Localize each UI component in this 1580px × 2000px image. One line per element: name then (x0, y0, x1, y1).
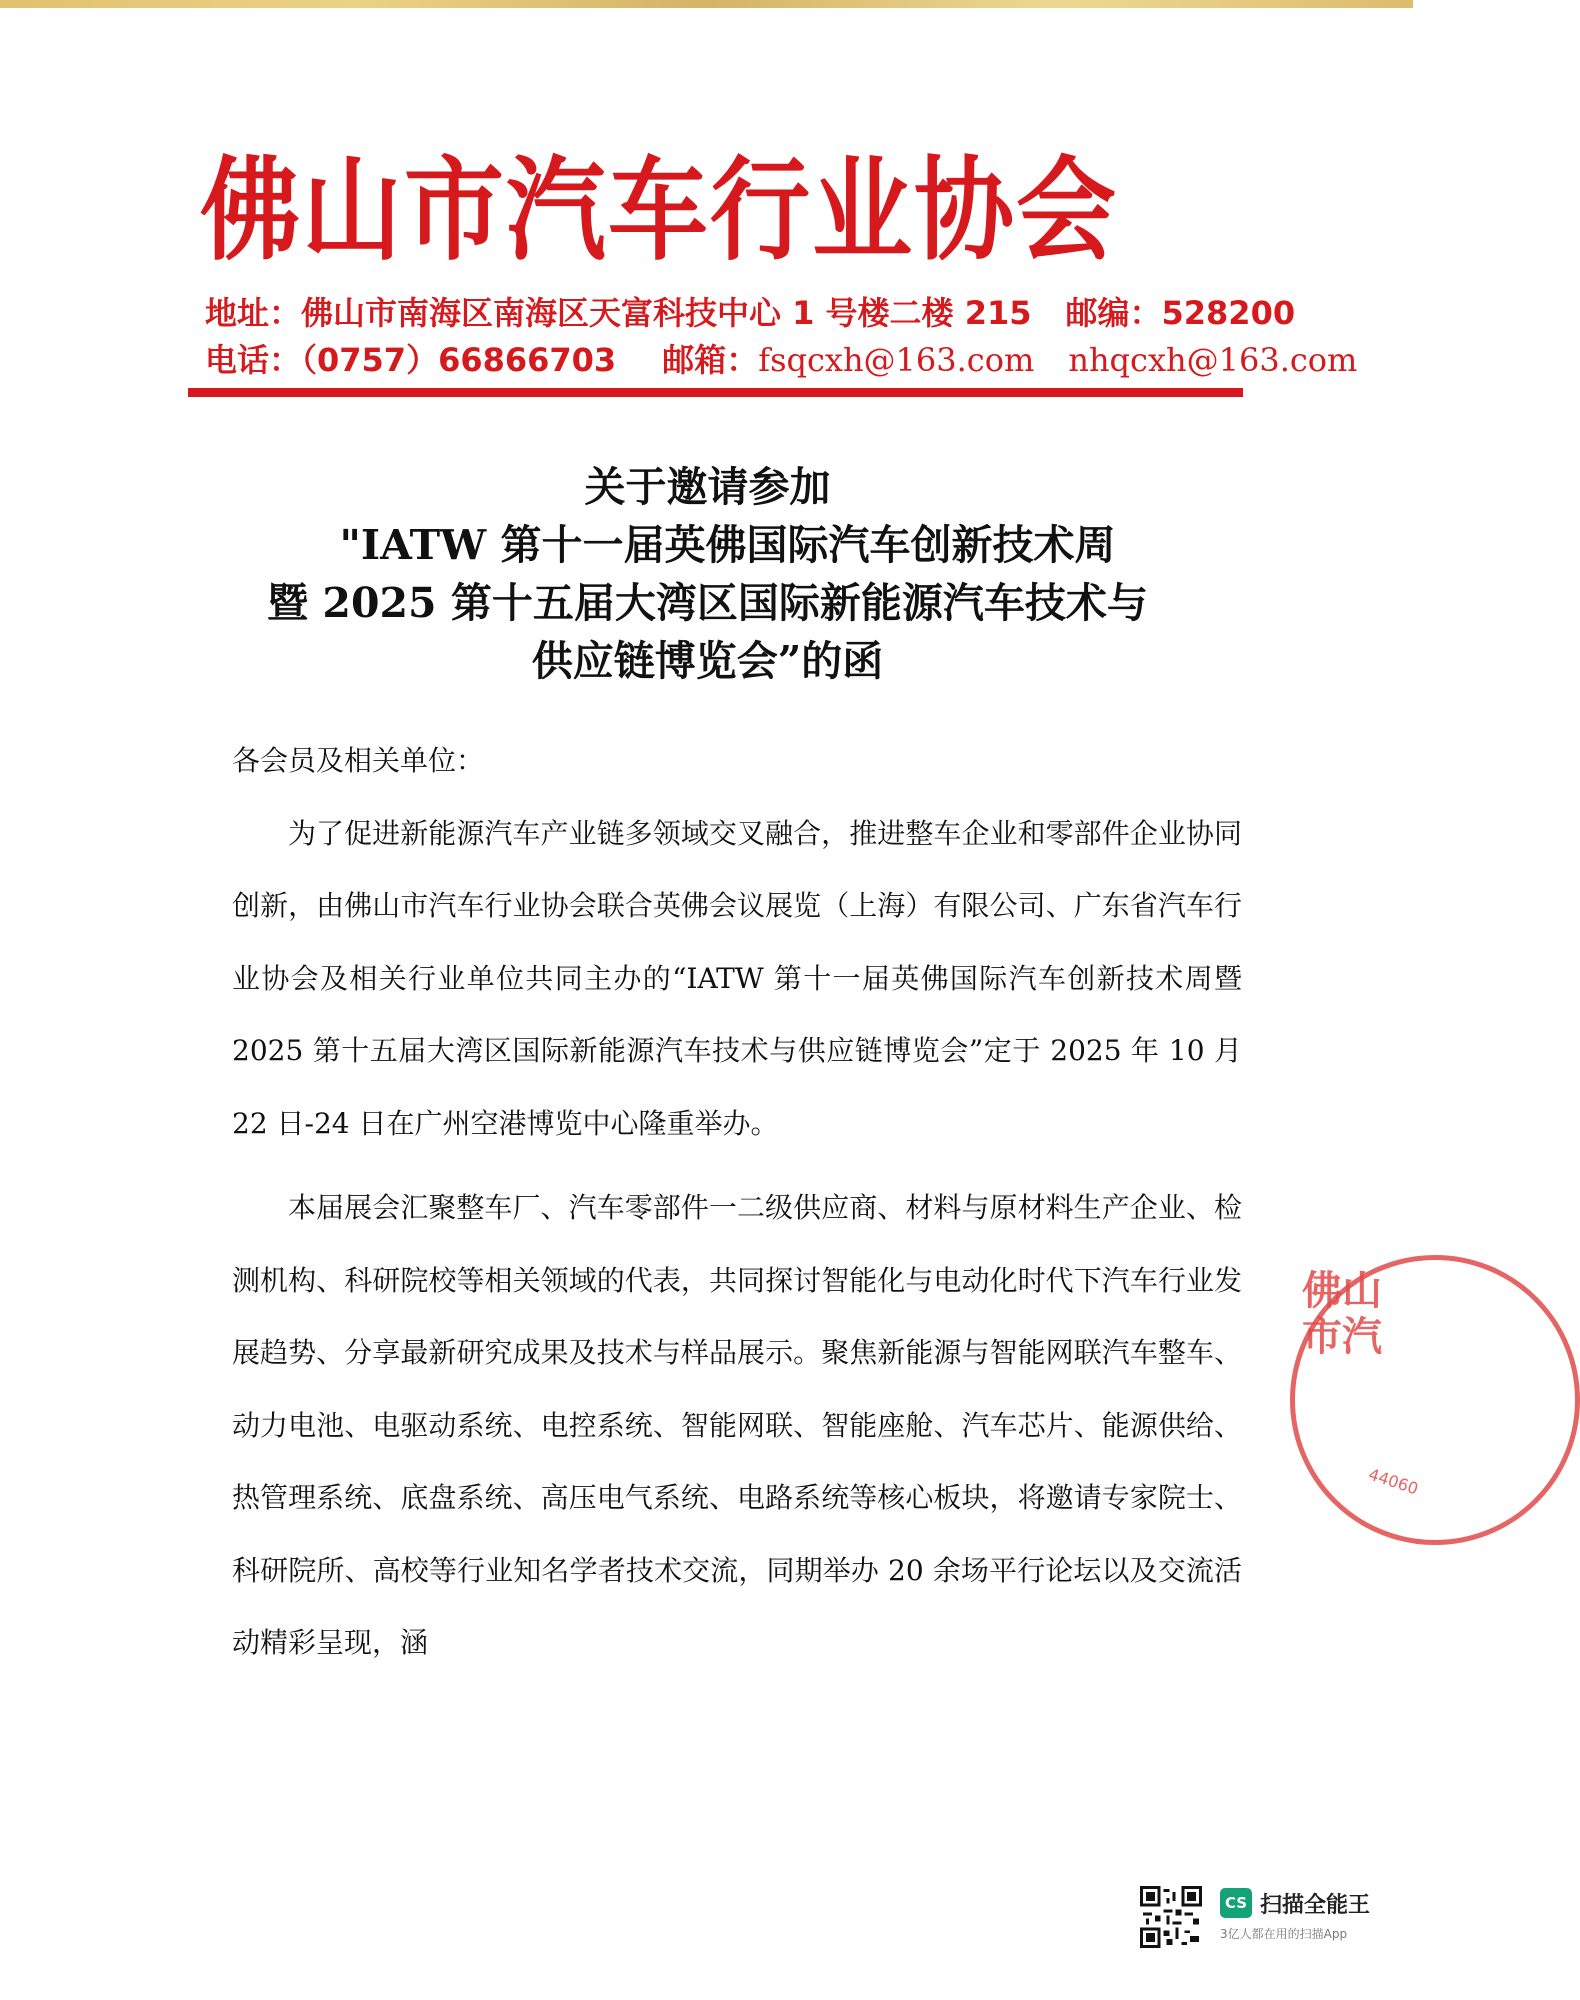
seal-code: 44060 (1366, 1464, 1421, 1499)
seal-text: 佛山市汽 (1302, 1268, 1382, 1360)
paragraph-1: 为了促进新能源汽车产业链多领域交叉融合，推进整车企业和零部件企业协同创新，由佛山市汽车行业协会联合英佛会议展览（上海）有限公司、广东省汽车行业协会及相关行业单位共同主办的“IATW 第十一届英佛国际汽车创新技术周暨 2025 第十五届大湾区国际新能源汽车技术与供应链博览会”定于 2025 年 10 月 22 日-24 日在广州空港博览中心隆重举办。 (232, 816, 1242, 1140)
paragraph-2: 本届展会汇聚整车厂、汽车零部件一二级供应商、材料与原材料生产企业、检测机构、科研院校等相关领域的代表，共同探讨智能化与电动化时代下汽车行业发展趋势、分享最新研究成果及技术与样品展示。聚焦新能源与智能网联汽车整车、动力电池、电驱动系统、电控系统、智能网联、智能座舱、汽车芯片、能源供给、热管理系统、底盘系统、高压电气系统、电路系统等核心板块，将邀请专家院士、科研院所、高校等行业知名学者技术交流，同期举办 20 余场平行论坛以及交流活动精彩呈现，涵 (232, 1191, 1242, 1659)
letterhead-phone: 电话：（0757）66866703 (205, 341, 617, 379)
letterhead-email-2: nhqcxh@163.com (1068, 341, 1358, 379)
letterhead-email-label: 邮箱： (662, 341, 759, 379)
letterhead-org-name: 佛山市汽车行业协会 (200, 144, 1118, 276)
title-line-4: 供应链博览会”的函 (531, 637, 884, 685)
letterhead-address: 地址：佛山市南海区南海区天富科技中心 1 号楼二楼 215 (205, 294, 1032, 332)
scanner-app-name: 扫描全能王 (1260, 1893, 1371, 1918)
letterhead-divider (188, 388, 1243, 397)
letterhead-postcode: 邮编：528200 (1065, 294, 1296, 332)
camscanner-logo-icon: CS (1220, 1888, 1252, 1918)
scanner-app-tagline: 3亿人都在用的扫描App (1220, 1927, 1348, 1941)
document-body (232, 725, 1242, 1680)
title-line-1: 关于邀请参加 (584, 463, 831, 511)
title-line-2: "IATW 第十一届英佛国际汽车创新技术周 (339, 521, 1116, 569)
top-decorative-strip (0, 0, 1413, 8)
letterhead-address-line (205, 288, 1296, 334)
letterhead-email-1: fsqcxh@163.com (758, 341, 1035, 379)
letterhead-contact-line (205, 335, 1358, 381)
qr-code-icon (1140, 1886, 1202, 1948)
salutation: 各会员及相关单位： (232, 744, 485, 777)
document-title (180, 458, 1235, 690)
title-line-3: 暨 2025 第十五届大湾区国际新能源汽车技术与 (267, 579, 1148, 627)
